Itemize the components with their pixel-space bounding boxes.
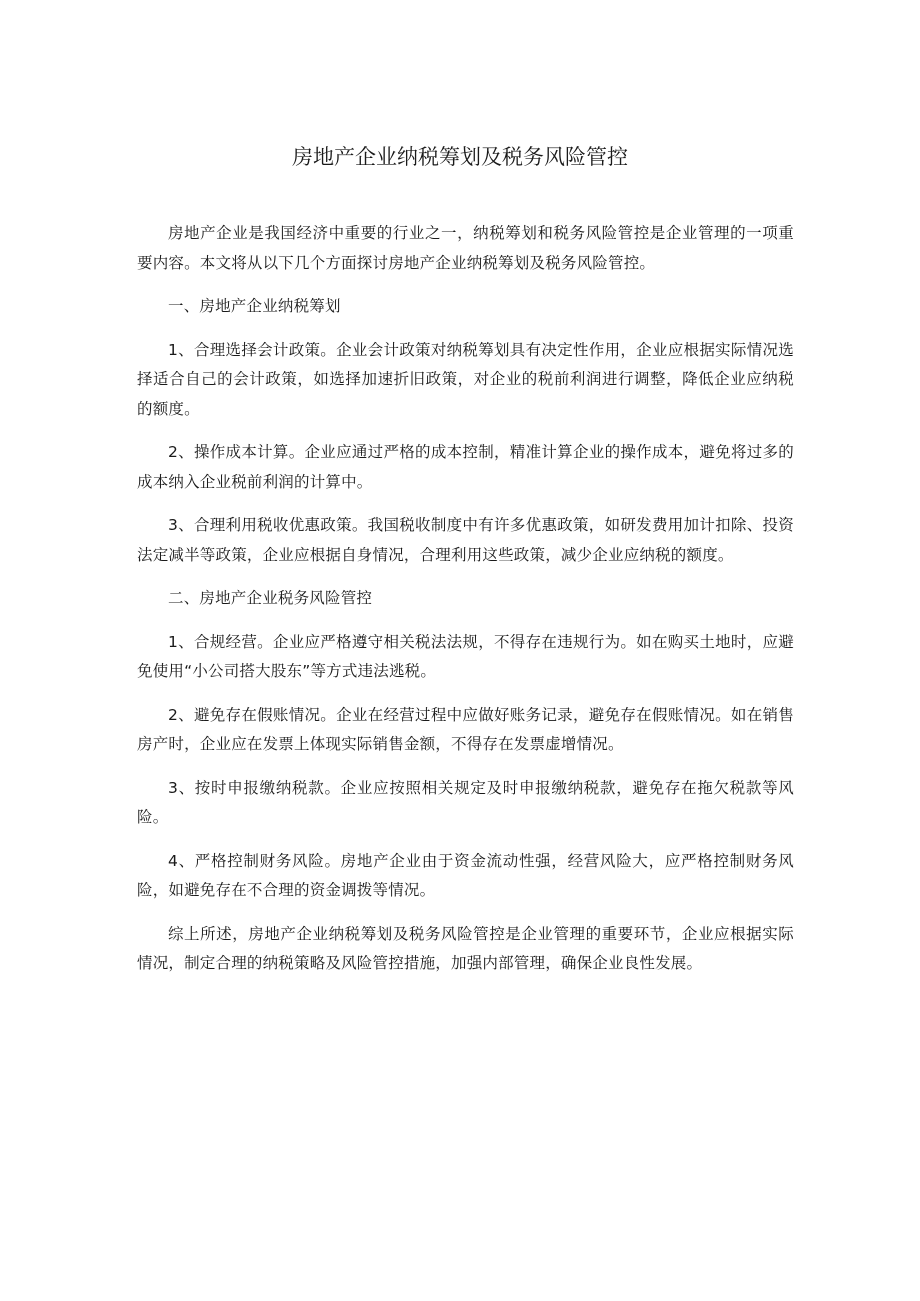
- intro-paragraph: 房地产企业是我国经济中重要的行业之一，纳税筹划和税务风险管控是企业管理的一项重要内容。本文将从以下几个方面探讨房地产企业纳税筹划及税务风险管控。: [137, 224, 794, 272]
- document-body: [137, 219, 794, 993]
- conclusion-paragraph: 综上所述，房地产企业纳税筹划及税务风险管控是企业管理的重要环节，企业应根据实际情况，制定合理的纳税策略及风险管控措施，加强内部管理，确保企业良性发展。: [137, 924, 794, 972]
- risk-control-item-1: 1、合规经营。企业应严格遵守相关税法法规，不得存在违规行为。如在购买土地时，应避免使用“小公司搭大股东”等方式违法逃税。: [137, 632, 794, 680]
- tax-planning-item-1: 1、合理选择会计政策。企业会计政策对纳税筹划具有决定性作用，企业应根据实际情况选择适合自己的会计政策，如选择加速折旧政策，对企业的税前利润进行调整，降低企业应纳税的额度。: [137, 340, 794, 418]
- tax-planning-item-2: 2、操作成本计算。企业应通过严格的成本控制，精准计算企业的操作成本，避免将过多的成本纳入企业税前利润的计算中。: [137, 443, 794, 491]
- section-heading-tax-planning: 一、房地产企业纳税筹划: [168, 297, 341, 315]
- risk-control-item-4: 4、严格控制财务风险。房地产企业由于资金流动性强，经营风险大，应严格控制财务风险，如避免存在不合理的资金调拨等情况。: [137, 851, 794, 899]
- tax-planning-item-3: 3、合理利用税收优惠政策。我国税收制度中有许多优惠政策，如研发费用加计扣除、投资法定减半等政策，企业应根据自身情况，合理利用这些政策，减少企业应纳税的额度。: [137, 516, 794, 564]
- section-heading-risk-control: 二、房地产企业税务风险管控: [168, 589, 373, 607]
- risk-control-item-3: 3、按时申报缴纳税款。企业应按照相关规定及时申报缴纳税款，避免存在拖欠税款等风险。: [137, 778, 794, 826]
- risk-control-item-2: 2、避免存在假账情况。企业在经营过程中应做好账务记录，避免存在假账情况。如在销售房产时，企业应在发票上体现实际销售金额，不得存在发票虚增情况。: [137, 705, 794, 753]
- document-title: 房地产企业纳税筹划及税务风险管控: [292, 145, 628, 169]
